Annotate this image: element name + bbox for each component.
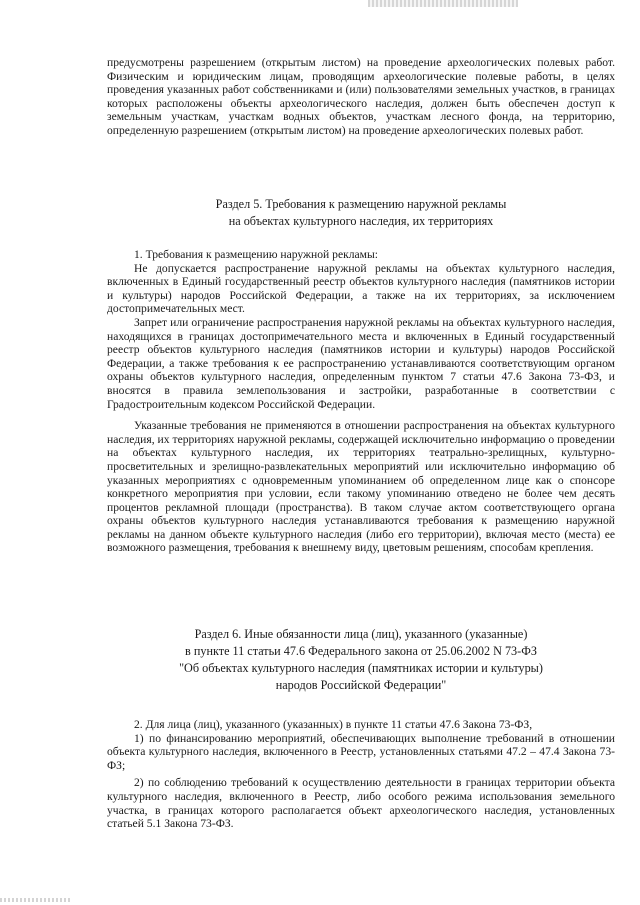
section6-subitem2: 2) по соблюдению требований к осуществлению деятельности в границах территории объекта культурного наследия, включенного в Реестр, либо особого режима использования земельного участка, в границах которого располагается объект археологического наследия, установленных статьей 5.1 Закона 73-ФЗ. (107, 776, 615, 831)
section5-item1: 1. Требования к размещению наружной рекламы: (134, 248, 379, 261)
section5-paragraph3: Указанные требования не применяются в отношении распространения на объектах культурного наследия, их территориях наружной рекламы, содержащей исключительно информацию о проведении на объектах культурного наследия, их территориях театрально-зрелищных, культурно-просветительных и зрелищно-развлекательных мероприятий или исключительно информацию об указанных мероприятиях с одновременным упоминанием об определенном лице как о спонсоре конкретного мероприятия при условии, если такому упоминанию отведено не более чем десять процентов рекламной площади (пространства). В таком случае актом соответствующего органа охраны объектов культурного наследия устанавливаются требования к размещению наружной рекламы на данном объекте культурного наследия (либо его территории), включая место (места) ее возможного размещения, требования к внешнему виду, цветовым решениям, способам крепления. (107, 419, 615, 555)
section5-title-line2: на объектах культурного наследия, их территориях (228, 214, 494, 228)
section6-body (107, 718, 615, 831)
section5-body (107, 248, 615, 555)
section5-paragraph1: Не допускается распространение наружной рекламы на объектах культурного наследия, включенных в Единый государственный реестр объектов культурного наследия (памятников истории и культуры) народов Российской Федерации, а также на их территориях, за исключением достопримечательных мест. (107, 261, 615, 316)
scan-artifact-top (368, 0, 518, 7)
section5-heading (107, 196, 615, 230)
section5-paragraph2: Запрет или ограничение распространения наружной рекламы на объектах культурного наследия, находящихся в границах достопримечательного места и включенных в Единый государственный реестр объектов культурного наследия (памятников истории и культуры) народов Российской Федерации, а также требования к ее распространению устанавливаются соответствующим органом охраны объектов культурного наследия, определенным пунктом 7 статьи 47.6 Закона 73-ФЗ, и вносятся в правила землепользования и застройки, разработанные в соответствии с Градостроительным кодексом Российской Федерации. (107, 315, 615, 411)
scan-artifact-bottom (0, 898, 70, 902)
section6-title-line4: народов Российской Федерации" (275, 678, 447, 692)
section6-heading (107, 626, 615, 694)
section6-item2: 2. Для лица (лиц), указанного (указанных) в пункте 11 статьи 47.6 Закона 73-ФЗ, (134, 718, 533, 731)
section6-title-line2: в пункте 11 статьи 47.6 Федерального закона от 25.06.2002 N 73-ФЗ (185, 644, 537, 658)
intro-block (107, 56, 615, 138)
section5-title-line1: Раздел 5. Требования к размещению наружной рекламы (215, 197, 507, 211)
section6-title-line3: "Об объектах культурного наследия (памятниках истории и культуры) (179, 661, 543, 675)
section6-title-line1: Раздел 6. Иные обязанности лица (лиц), указанного (указанные) (194, 627, 528, 641)
intro-paragraph: предусмотрены разрешением (открытым листом) на проведение археологических полевых работ. Физическим и юридическим лицам, проводящим археологические полевые работы, в целях проведения указанных работ собственниками и (или) пользователями земельных участков, в границах которых расположены объекты археологического наследия, должен быть обеспечен доступ к земельным участкам, участкам водных объектов, участкам лесного фонда, на территорию, определенную разрешением (открытым листом) на проведение археологических полевых работ. (107, 56, 615, 137)
section6-subitem1: 1) по финансированию мероприятий, обеспечивающих выполнение требований в отношении объекта культурного наследия, включенного в Реестр, установленных статьями 47.2 – 47.4 Закона 73-ФЗ; (107, 731, 615, 772)
